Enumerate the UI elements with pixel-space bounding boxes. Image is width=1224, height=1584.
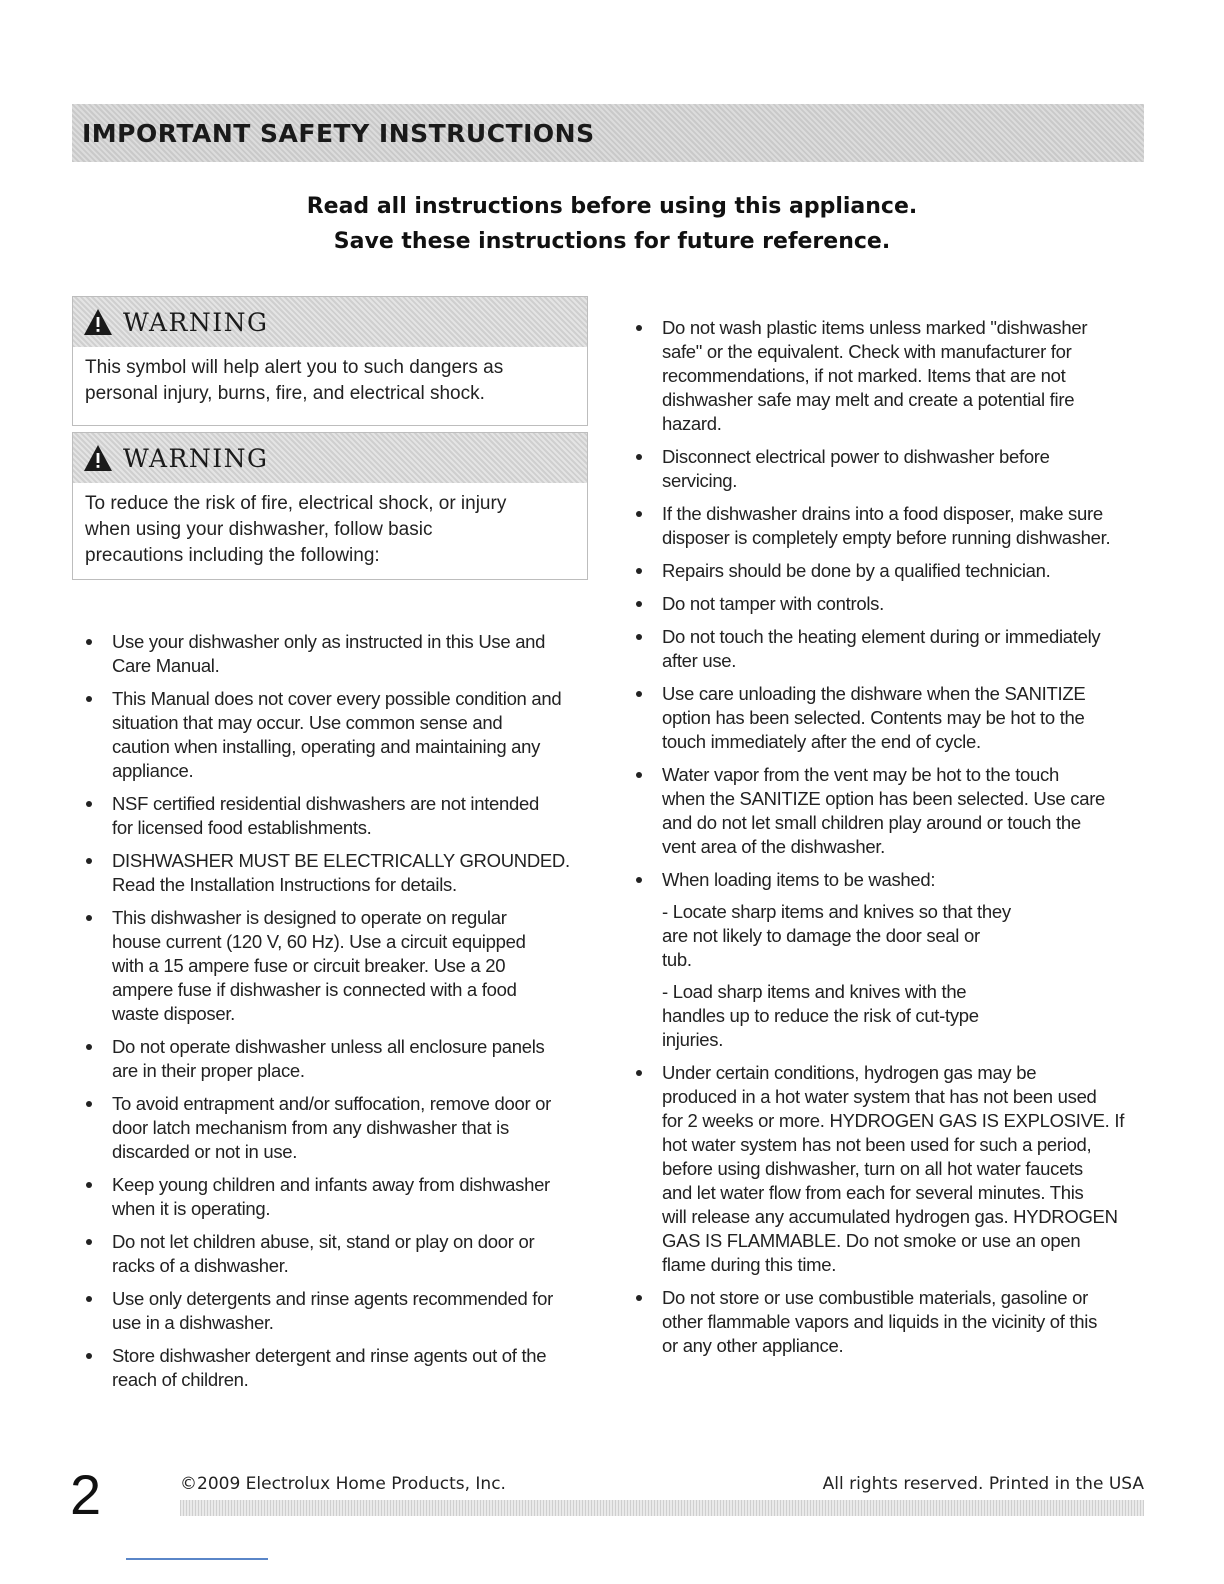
bullet-icon: [636, 601, 642, 607]
list-item: [86, 1230, 596, 1278]
list-item: [86, 1344, 596, 1392]
sub-item-line: - Load sharp items and knives with the: [662, 981, 967, 1002]
bullet-icon: [636, 454, 642, 460]
bullet-icon: [86, 858, 92, 864]
list-item: [86, 1035, 596, 1083]
page-number: 2: [70, 1463, 102, 1526]
list-item: [636, 868, 1136, 1052]
list-item-line: This Manual does not cover every possible condition and: [112, 688, 562, 709]
list-item: [636, 559, 1136, 583]
sub-item: [662, 900, 1136, 972]
list-item-line: house current (120 V, 60 Hz). Use a circuit equipped: [112, 931, 526, 952]
list-item-line: door latch mechanism from any dishwasher that is: [112, 1117, 509, 1138]
list-item-line: are in their proper place.: [112, 1060, 305, 1081]
warning-title: WARNING: [123, 443, 269, 473]
warning-text-line: personal injury, burns, fire, and electrical shock.: [85, 383, 485, 404]
list-item-line: when the SANITIZE option has been selected. Use care: [662, 788, 1106, 809]
list-item-line: Use only detergents and rinse agents recommended for: [112, 1288, 553, 1309]
list-item-line: Repairs should be done by a qualified technician.: [662, 560, 1051, 581]
list-item-line: racks of a dishwasher.: [112, 1255, 289, 1276]
list-item-line: Do not let children abuse, sit, stand or play on door or: [112, 1231, 535, 1252]
list-item-line: for 2 weeks or more. HYDROGEN GAS IS EXPLOSIVE. If: [662, 1110, 1125, 1131]
bullet-icon: [86, 1044, 92, 1050]
left-instructions-list: [86, 630, 596, 1401]
list-item-line: Do not touch the heating element during or immediately: [662, 626, 1101, 647]
warning-triangle-icon: [83, 308, 113, 336]
list-item-line: vent area of the dishwasher.: [662, 836, 885, 857]
section-banner: [72, 104, 1144, 162]
list-item-line: before using dishwasher, turn on all hot water faucets: [662, 1158, 1083, 1179]
bullet-icon: [86, 639, 92, 645]
list-item-line: This dishwasher is designed to operate on regular: [112, 907, 507, 928]
right-instructions-list: [636, 316, 1136, 1367]
list-item-line: option has been selected. Contents may be hot to the: [662, 707, 1085, 728]
list-item: [86, 792, 596, 840]
list-item-line: reach of children.: [112, 1369, 249, 1390]
list-item-line: use in a dishwasher.: [112, 1312, 274, 1333]
list-item-line: produced in a hot water system that has not been used: [662, 1086, 1097, 1107]
list-item-line: Do not store or use combustible materials, gasoline or: [662, 1287, 1088, 1308]
bullet-icon: [86, 915, 92, 921]
list-item: [86, 687, 596, 783]
list-item-line: When loading items to be washed:: [662, 869, 936, 890]
list-item-line: servicing.: [662, 470, 738, 491]
list-item-line: To avoid entrapment and/or suffocation, remove door or: [112, 1093, 552, 1114]
list-item-line: disposer is completely empty before running dishwasher.: [662, 527, 1111, 548]
list-item: [86, 906, 596, 1026]
list-item: [86, 630, 596, 678]
intro-line-1: Read all instructions before using this appliance.: [306, 194, 918, 219]
warning-text-line: when using your dishwasher, follow basic: [85, 519, 433, 540]
bullet-icon: [636, 1295, 642, 1301]
section-title: IMPORTANT SAFETY INSTRUCTIONS: [82, 118, 595, 148]
list-item: [636, 625, 1136, 673]
list-item: [636, 316, 1136, 436]
warning-box-precautions: [72, 432, 588, 580]
list-item-line: discarded or not in use.: [112, 1141, 298, 1162]
list-item: [636, 1061, 1136, 1277]
sub-item-line: handles up to reduce the risk of cut-type: [662, 1005, 979, 1026]
bullet-icon: [636, 325, 642, 331]
footer-rule: [180, 1500, 1144, 1516]
copyright-text: ©2009 Electrolux Home Products, Inc.: [180, 1474, 506, 1494]
list-item-line: or any other appliance.: [662, 1335, 844, 1356]
list-item-line: DISHWASHER MUST BE ELECTRICALLY GROUNDED.: [112, 850, 570, 871]
list-item: [636, 763, 1136, 859]
bullet-icon: [86, 1296, 92, 1302]
warning-text-line: precautions including the following:: [85, 545, 380, 566]
list-item: [636, 1286, 1136, 1358]
warning-header: [73, 297, 587, 347]
list-item-line: hazard.: [662, 413, 722, 434]
bullet-icon: [86, 1353, 92, 1359]
bullet-icon: [636, 1070, 642, 1076]
list-item-line: hot water system has not been used for such a period,: [662, 1134, 1092, 1155]
list-item-line: Under certain conditions, hydrogen gas may be: [662, 1062, 1037, 1083]
warning-text-line: To reduce the risk of fire, electrical shock, or injury: [85, 493, 507, 514]
list-item: [636, 445, 1136, 493]
bullet-icon: [86, 801, 92, 807]
warning-text: [73, 483, 587, 569]
bullet-icon: [86, 1182, 92, 1188]
bullet-icon: [636, 877, 642, 883]
bullet-icon: [636, 691, 642, 697]
list-item-line: Store dishwasher detergent and rinse agents out of the: [112, 1345, 547, 1366]
bullet-icon: [86, 1101, 92, 1107]
list-item-line: waste disposer.: [112, 1003, 236, 1024]
list-item-line: safe" or the equivalent. Check with manufacturer for: [662, 341, 1072, 362]
list-item-line: caution when installing, operating and maintaining any: [112, 736, 541, 757]
list-item-line: NSF certified residential dishwashers are not intended: [112, 793, 540, 814]
bullet-icon: [636, 511, 642, 517]
list-item-line: Use your dishwasher only as instructed in this Use and: [112, 631, 546, 652]
warning-text: [73, 347, 587, 407]
list-item-line: flame during this time.: [662, 1254, 837, 1275]
bullet-icon: [636, 772, 642, 778]
warning-text-line: This symbol will help alert you to such dangers as: [85, 357, 504, 378]
bullet-icon: [86, 696, 92, 702]
warning-header: [73, 433, 587, 483]
sub-item: [662, 980, 1136, 1052]
list-item-line: Read the Installation Instructions for details.: [112, 874, 457, 895]
warning-title: WARNING: [123, 307, 269, 337]
sub-item-line: injuries.: [662, 1029, 724, 1050]
bullet-icon: [86, 1239, 92, 1245]
list-item-line: GAS IS FLAMMABLE. Do not smoke or use an open: [662, 1230, 1081, 1251]
sub-item-line: tub.: [662, 949, 692, 970]
list-item: [636, 682, 1136, 754]
bullet-icon: [636, 568, 642, 574]
list-item-line: appliance.: [112, 760, 194, 781]
list-item-line: Disconnect electrical power to dishwasher before: [662, 446, 1050, 467]
list-item-line: for licensed food establishments.: [112, 817, 372, 838]
list-item-line: Keep young children and infants away from dishwasher: [112, 1174, 550, 1195]
list-item-line: Do not operate dishwasher unless all enclosure panels: [112, 1036, 545, 1057]
list-item-line: Do not wash plastic items unless marked "dishwasher: [662, 317, 1088, 338]
sub-list: [662, 900, 1136, 1052]
list-item-line: will release any accumulated hydrogen gas. HYDROGEN: [662, 1206, 1118, 1227]
intro-line-2: Save these instructions for future reference.: [333, 229, 891, 254]
list-item-line: Water vapor from the vent may be hot to the touch: [662, 764, 1059, 785]
sub-item-line: - Locate sharp items and knives so that they: [662, 901, 1011, 922]
list-item-line: dishwasher safe may melt and create a potential fire: [662, 389, 1075, 410]
list-item-line: touch immediately after the end of cycle.: [662, 731, 981, 752]
list-item: [86, 1092, 596, 1164]
list-item-line: Do not tamper with controls.: [662, 593, 884, 614]
list-item-line: and do not let small children play around or touch the: [662, 812, 1081, 833]
list-item-line: ampere fuse if dishwasher is connected with a food: [112, 979, 517, 1000]
sub-item-line: are not likely to damage the door seal or: [662, 925, 980, 946]
list-item: [636, 592, 1136, 616]
bottom-divider: [126, 1558, 268, 1560]
list-item-line: situation that may occur. Use common sense and: [112, 712, 503, 733]
list-item: [636, 502, 1136, 550]
list-item-line: after use.: [662, 650, 737, 671]
list-item-line: and let water flow from each for several minutes. This: [662, 1182, 1084, 1203]
rights-text: All rights reserved. Printed in the USA: [822, 1474, 1144, 1494]
list-item-line: Use care unloading the dishware when the SANITIZE: [662, 683, 1086, 704]
list-item: [86, 1287, 596, 1335]
list-item-line: If the dishwasher drains into a food disposer, make sure: [662, 503, 1103, 524]
list-item-line: recommendations, if not marked. Items that are not: [662, 365, 1066, 386]
bullet-icon: [636, 634, 642, 640]
warning-triangle-icon: [83, 444, 113, 472]
list-item-line: when it is operating.: [112, 1198, 271, 1219]
list-item: [86, 1173, 596, 1221]
warning-box-symbol: [72, 296, 588, 426]
list-item-line: Care Manual.: [112, 655, 220, 676]
list-item-line: with a 15 ampere fuse or circuit breaker. Use a 20: [112, 955, 506, 976]
list-item: [86, 849, 596, 897]
list-item-line: other flammable vapors and liquids in the vicinity of this: [662, 1311, 1098, 1332]
